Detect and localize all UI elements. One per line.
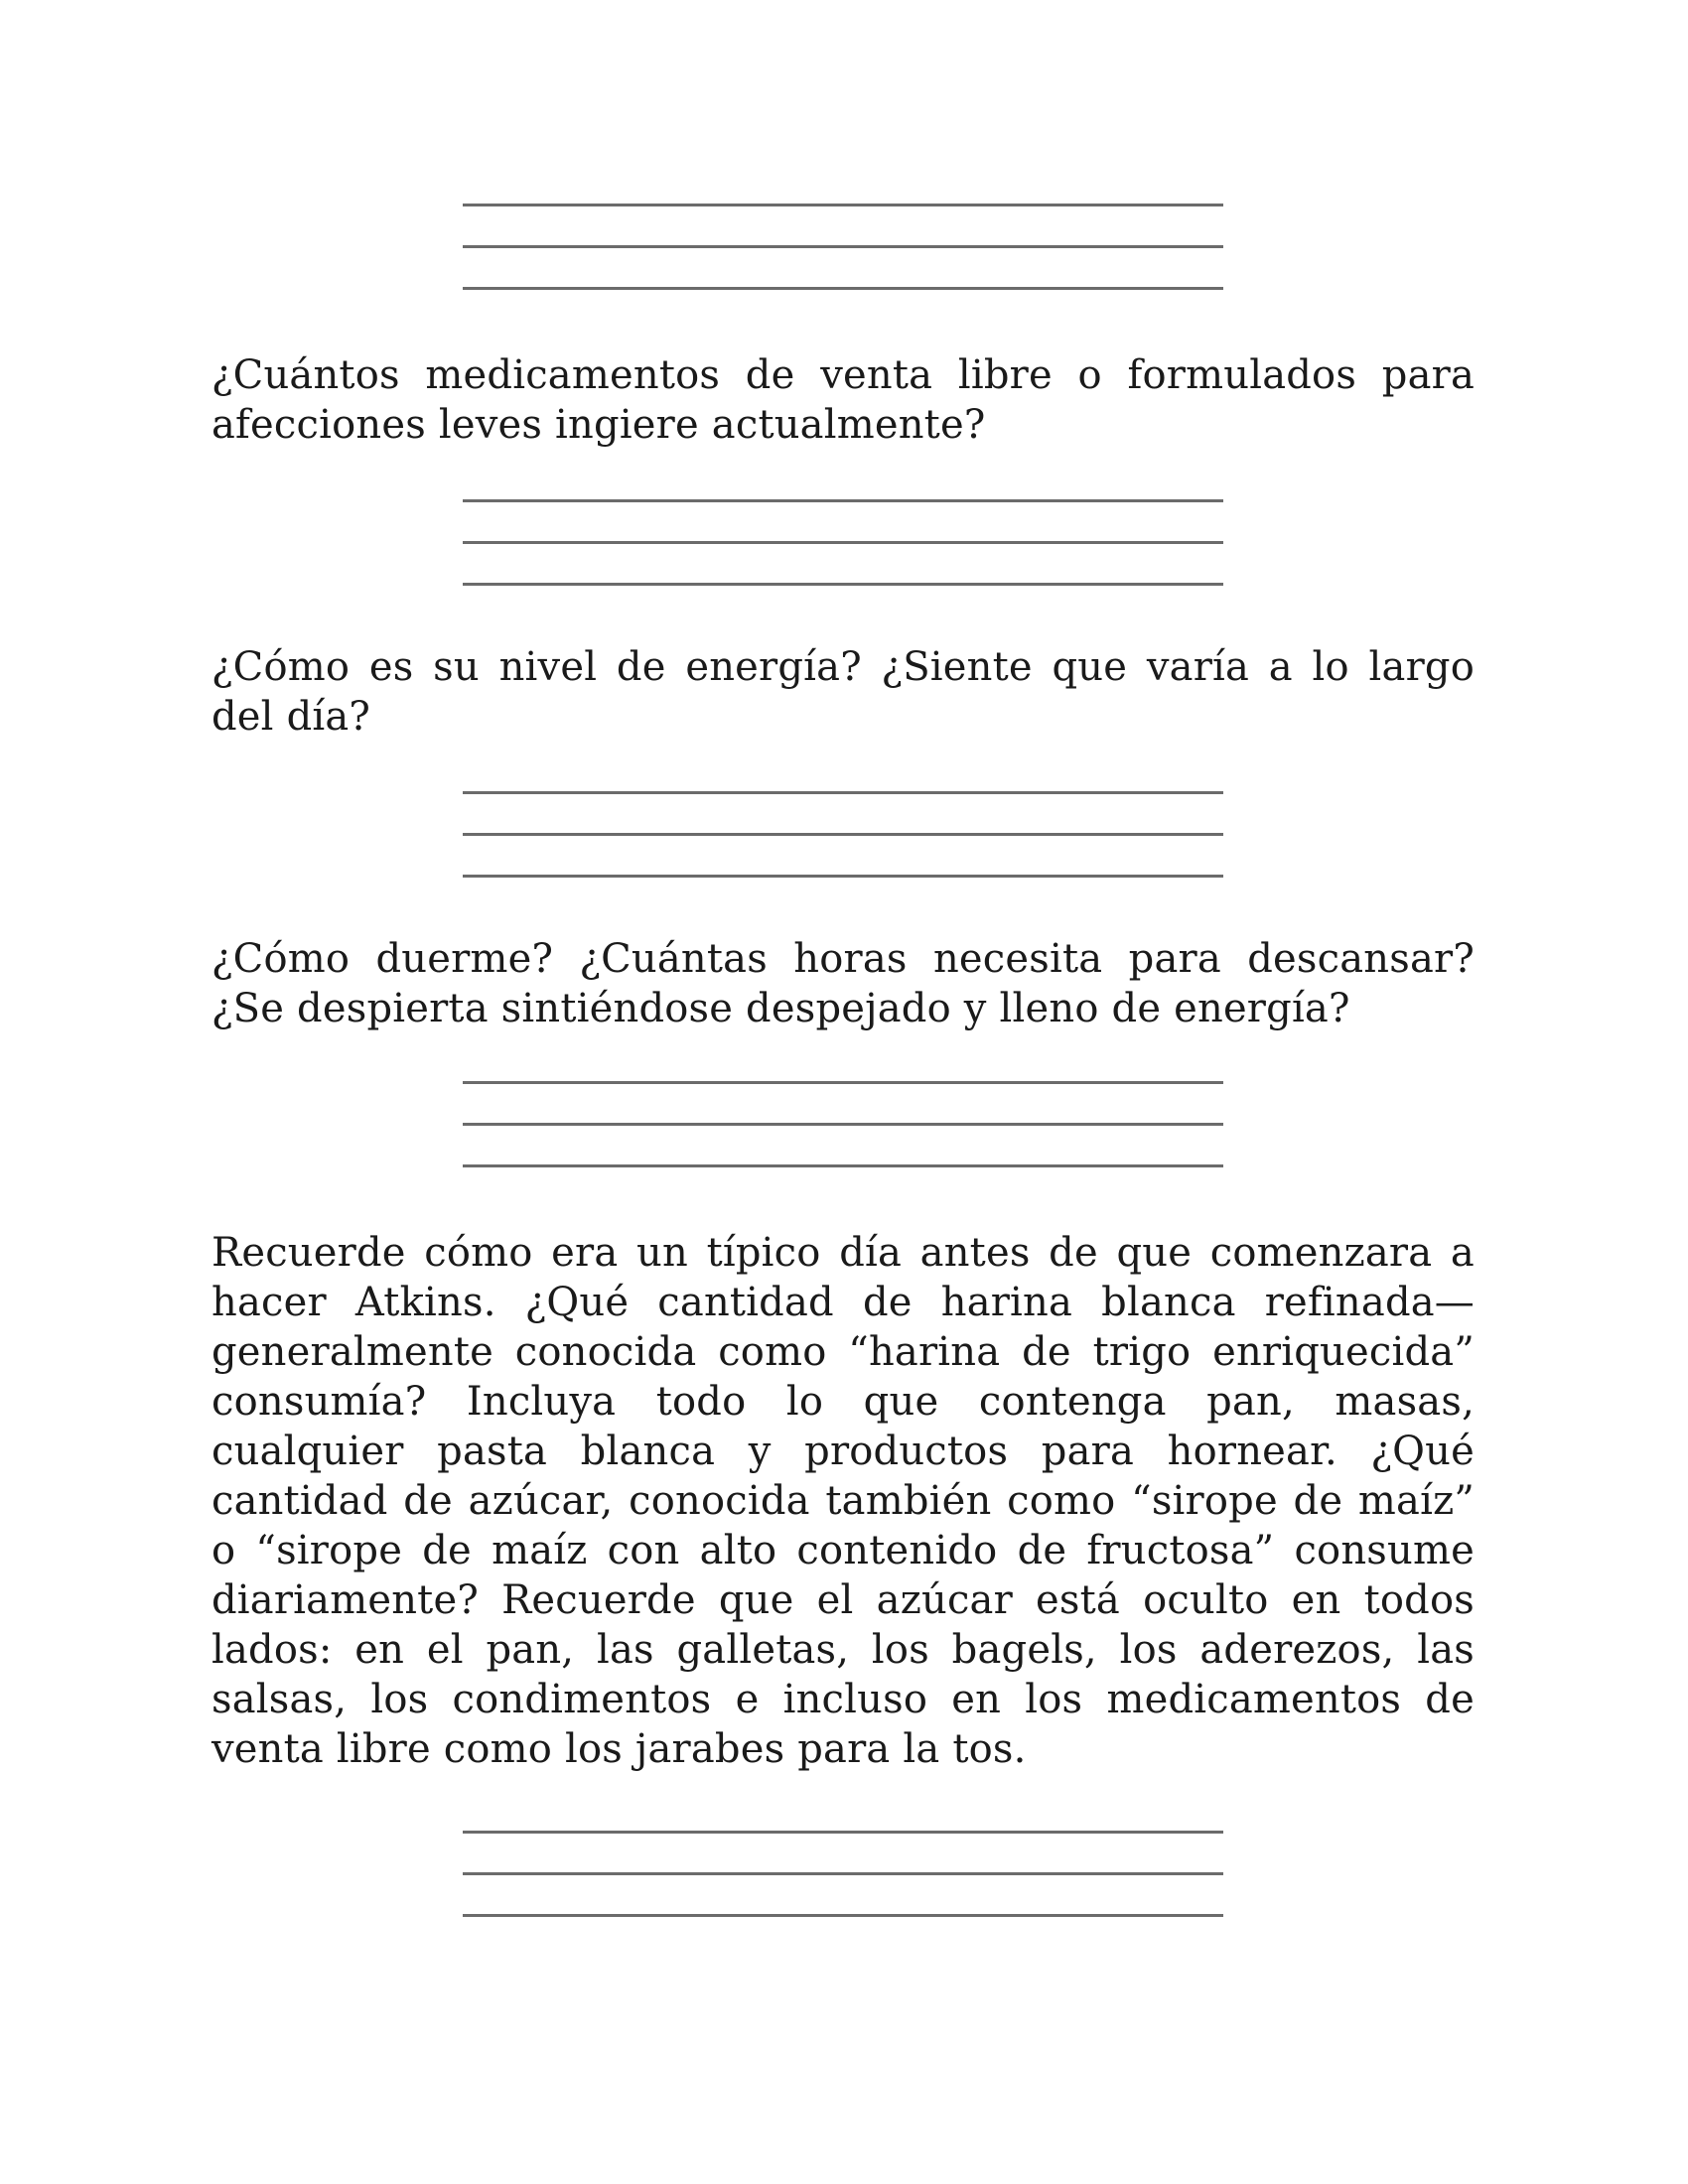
answer-line[interactable] — [463, 499, 1223, 502]
answer-lines[interactable] — [463, 1831, 1223, 1920]
answer-line[interactable] — [463, 1081, 1223, 1084]
answer-line[interactable] — [463, 583, 1223, 586]
answer-line[interactable] — [463, 1123, 1223, 1126]
answer-line[interactable] — [463, 1164, 1223, 1167]
answer-line[interactable] — [463, 875, 1223, 878]
answer-line[interactable] — [463, 791, 1223, 794]
answer-line[interactable] — [463, 833, 1223, 836]
answer-line[interactable] — [463, 1914, 1223, 1917]
answer-line[interactable] — [463, 1831, 1223, 1834]
answer-lines[interactable] — [463, 499, 1223, 589]
answer-line[interactable] — [463, 541, 1223, 544]
answer-line[interactable] — [463, 1872, 1223, 1875]
answer-lines[interactable] — [463, 1081, 1223, 1170]
question-text: ¿Cómo es su nivel de energía? ¿Siente que varía a lo largo del día? — [211, 644, 1475, 740]
answer-lines[interactable] — [463, 204, 1223, 293]
answer-line[interactable] — [463, 287, 1223, 290]
answer-line[interactable] — [463, 204, 1223, 206]
question-text: Recuerde cómo era un típico día antes de que comenzara a hacer Atkins. ¿Qué cantidad de harina blanca refinada—generalmente conocida como “harina de trigo enriquecida” consumía? Incluya todo lo que contenga pan, masas, cualquier pasta blanca y productos para hornear. ¿Qué cantidad de azúcar, conocida también como “sirope de maíz” o “sirope de maíz con alto contenido de fructosa” consume diariamente? Recuerde que el azúcar está oculto en todos lados: en el pan, las galletas, los bagels, los aderezos, las salsas, los condimentos e incluso en los medicamentos de venta libre como los jarabes para la tos. — [211, 1230, 1475, 1772]
answer-line[interactable] — [463, 245, 1223, 248]
answer-lines[interactable] — [463, 791, 1223, 881]
question-text: ¿Cuántos medicamentos de venta libre o formulados para afecciones leves ingiere actualmente? — [211, 352, 1475, 448]
question-text: ¿Cómo duerme? ¿Cuántas horas necesita para descansar? ¿Se despierta sintiéndose despejado y lleno de energía? — [211, 936, 1475, 1031]
